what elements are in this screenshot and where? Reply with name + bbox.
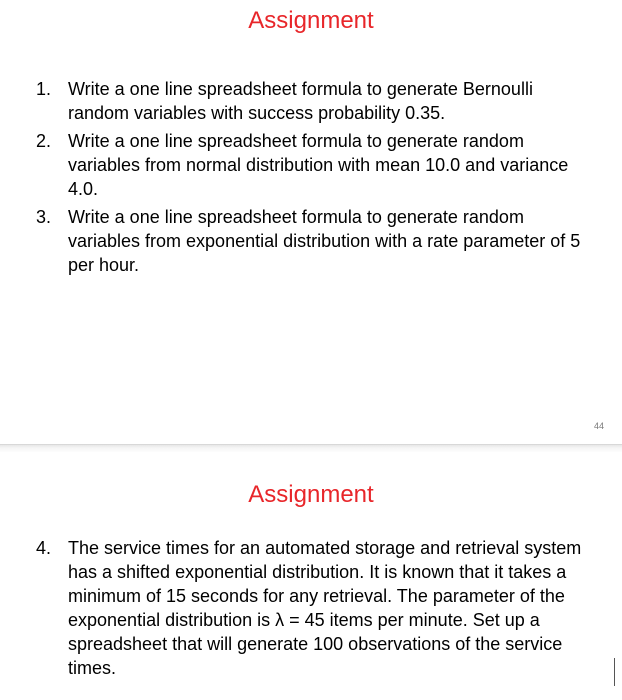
list-item [36,536,596,680]
list-item [36,77,596,125]
item-number: 2. [36,131,52,151]
item-number: 3. [36,207,52,227]
page-number: 44 [593,421,604,431]
assignment-list [36,536,596,684]
item-text: Write a one line spreadsheet formula to generate random variables from exponential distribution with a rate parameter of 5 per hour. [68,207,581,275]
item-text: Write a one line spreadsheet formula to generate Bernoulli random variables with success probability 0.35. [68,79,533,123]
text-cursor [614,658,615,686]
item-number: 4. [36,538,52,558]
item-number: 1. [36,79,52,99]
slide-title: Assignment [248,7,374,34]
item-text: The service times for an automated storage and retrieval system has a shifted exponential distribution. It is known that it takes a minimum of 15 seconds for any retrieval. The parameter of the exponential distribution is λ = 45 items per minute. Set up a spreadsheet that will generate 100 observations of the service times. [68,538,582,678]
list-item [36,129,596,201]
slide-45 [0,452,622,700]
slide-title: Assignment [248,481,374,508]
assignment-list [36,77,596,281]
list-item [36,205,596,277]
item-text: Write a one line spreadsheet formula to generate random variables from normal distribution with mean 10.0 and variance 4.0. [68,131,569,199]
